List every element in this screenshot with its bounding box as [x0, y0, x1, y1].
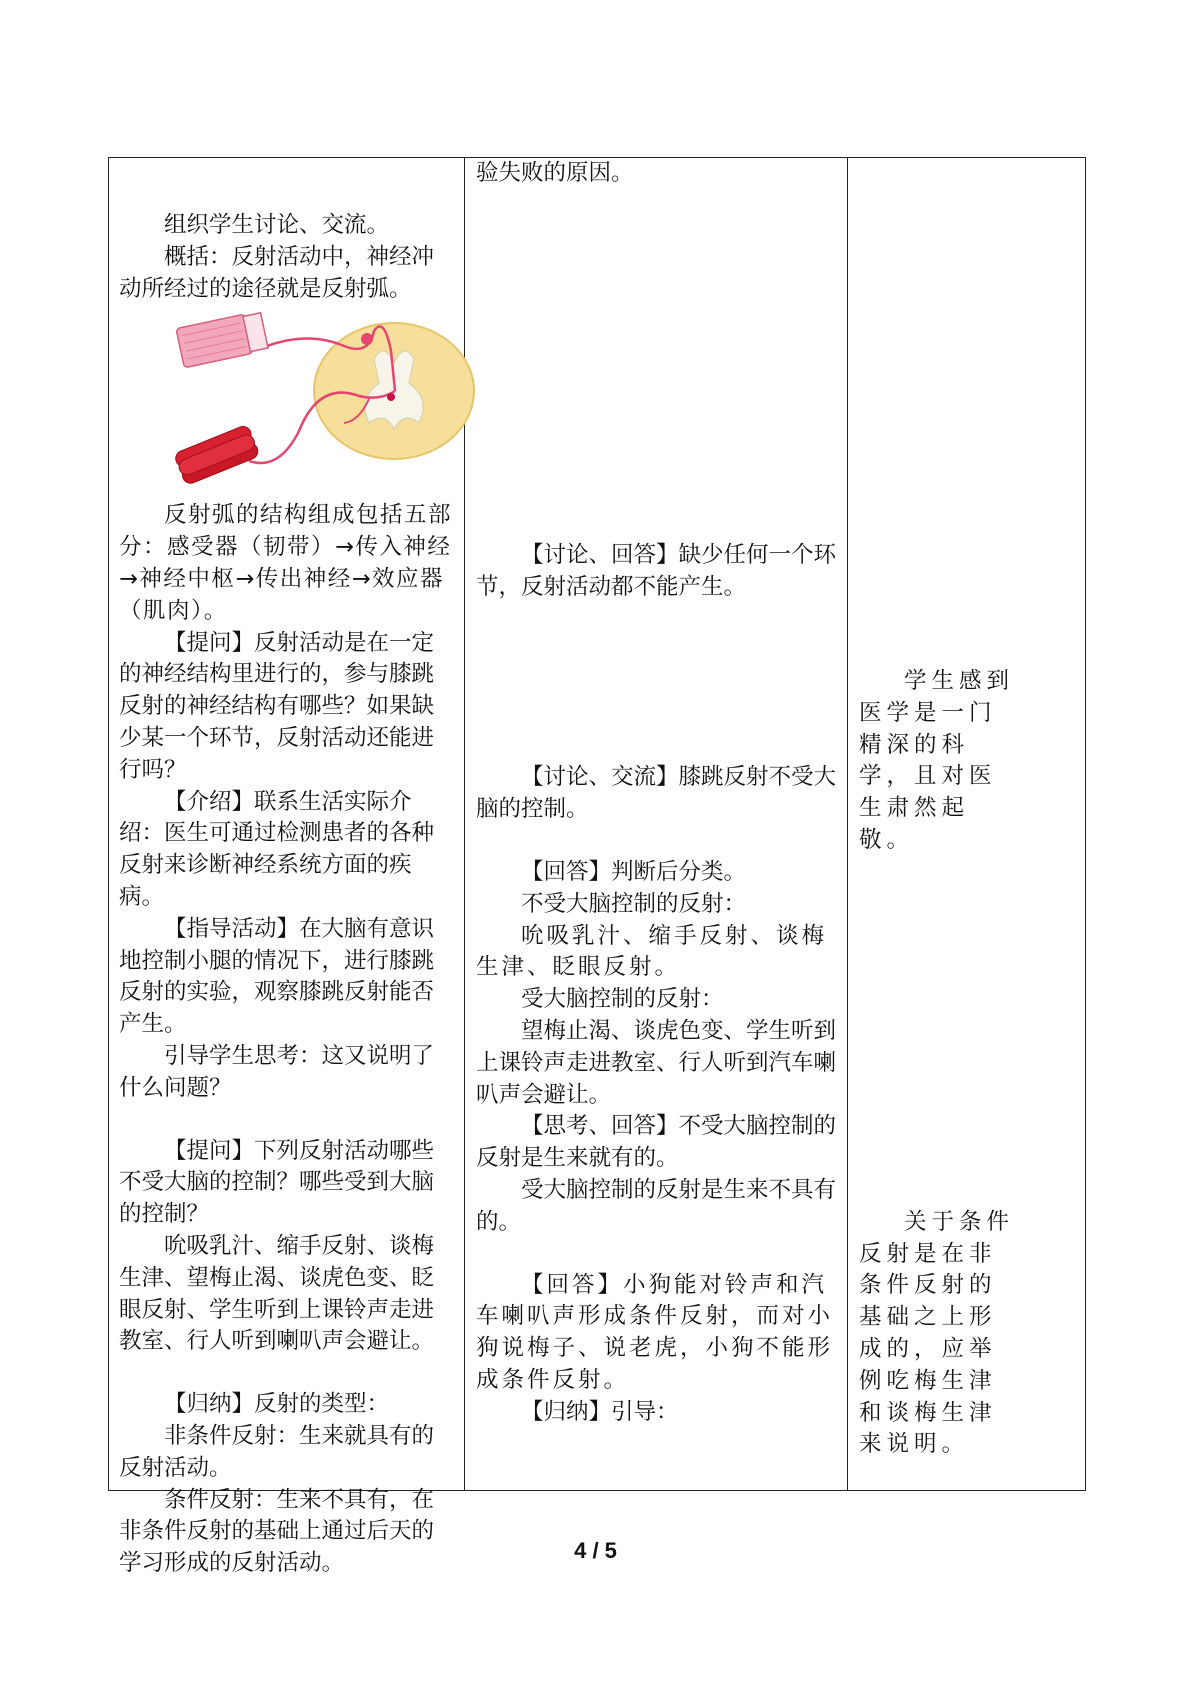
paragraph: 引导学生思考：这又说明了什么问题？ — [119, 1042, 435, 1101]
paragraph: 【介绍】联系生活实际介绍：医生可通过检测患者的各种反射来诊断神经系统方面的疾病。 — [119, 788, 435, 910]
paragraph: 【回答】判断后分类。 — [521, 858, 747, 885]
paragraph: 反射弧的结构组成包括五部分：感受器（韧带）→传入神经→神经中枢→传出神经→效应器（肌肉）。 — [119, 502, 453, 624]
paragraph: 吮吸乳汁、缩手反射、谈梅生津、眨眼反射。 — [476, 922, 828, 981]
paragraph: 【提问】下列反射活动哪些不受大脑的控制？哪些受到大脑的控制？ — [119, 1137, 435, 1228]
paragraph: 条件反射：生来不具有，在非条件反射的基础上通过后天的学习形成的反射活动。 — [119, 1486, 435, 1577]
paragraph: 非条件反射：生来就具有的反射活动。 — [119, 1422, 435, 1481]
paragraph: 验失败的原因。 — [476, 160, 634, 186]
reflex-arc-illustration — [169, 311, 479, 486]
paragraph: 【思考、回答】不受大脑控制的反射是生来就有的。 — [476, 1113, 837, 1172]
paragraph: 吮吸乳汁、缩手反射、谈梅生津、望梅止渴、谈虎色变、眨眼反射、学生听到上课铃声走进教室、行人听到喇叭声会避让。 — [119, 1232, 435, 1355]
paragraph: 受大脑控制的反射是生来不具有的。 — [476, 1176, 837, 1235]
design-intent-column — [859, 158, 1021, 1490]
paragraph: 望梅止渴、谈虎色变、学生听到上课铃声走进教室、行人听到汽车喇叭声会避让。 — [476, 1017, 837, 1108]
student-activity-column — [476, 158, 838, 1490]
paragraph: 【回答】小狗能对铃声和汽车喇叭声形成条件反射，而对小狗说梅子、说老虎，小狗不能形成条件反射。 — [476, 1271, 834, 1393]
paragraph: 【讨论、交流】膝跳反射不受大脑的控制。 — [476, 764, 837, 823]
paragraph: 组织学生讨论、交流。 — [164, 212, 390, 238]
paragraph: 【归纳】引导： — [521, 1398, 679, 1425]
page-number: 4 / 5 — [574, 1538, 617, 1563]
column-divider — [847, 158, 848, 1490]
paragraph: 受大脑控制的反射： — [521, 986, 724, 1013]
paragraph: 【提问】反射活动是在一定的神经结构里进行的，参与膝跳反射的神经结构有哪些？如果缺少某一个环节，反射活动还能进行吗？ — [119, 629, 435, 783]
paragraph: 【归纳】反射的类型： — [164, 1391, 390, 1418]
paragraph: 【讨论、回答】缺少任何一个环节，反射活动都不能产生。 — [476, 541, 837, 600]
paragraph: 关于条件反射是在非条件反射的基础之上形成的，应举例吃梅生津和谈梅生津来说明。 — [859, 1208, 1015, 1458]
paragraph: 概括：反射活动中，神经冲动所经过的途径就是反射弧。 — [119, 243, 435, 302]
teacher-activity-column — [119, 158, 455, 1577]
paragraph: 不受大脑控制的反射： — [521, 890, 747, 917]
paragraph: 学生感到医学是一门精深的科学，且对医生肃然起敬。 — [859, 668, 1015, 853]
paragraph: 【指导活动】在大脑有意识地控制小腿的情况下，进行膝跳反射的实验，观察膝跳反射能否产生。 — [119, 915, 435, 1038]
